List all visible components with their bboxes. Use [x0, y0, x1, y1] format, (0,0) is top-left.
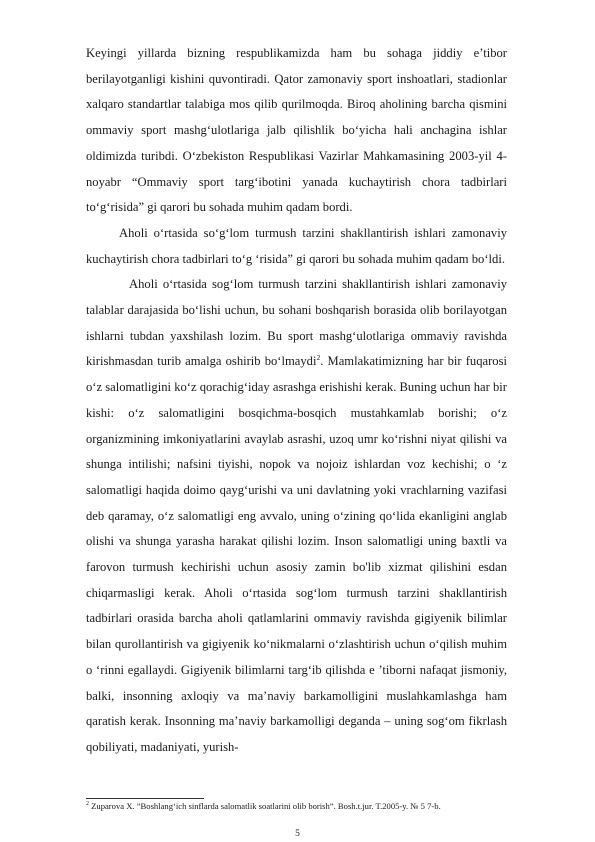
footnote-divider: [86, 798, 204, 799]
page-number: 5: [295, 829, 300, 839]
paragraph-3-text-end: . Mamlakatimizning har bir fuqarosi o‘z salomatligini ko‘z qorachig‘iday asrashga erishishi kerak. Buning uchun har bir kishi: o‘z salomatligini bosqichma-bosqich mustahkamlab borishi; o‘z organizmining imkoniyatlarini avaylab asrashi, uzoq umr ko‘rishni niyat qilishi va shunga intilishi; nafsini tiyishi, nopok va nojoiz ishlardan voz kechishi; o ‘z salomatligi haqida doimo qayg‘urishi va uni davlatning yoki vrachlarning vazifasi deb qaramay, o‘z salomatligi eng avvalo, uning o‘zining qo‘lida ekanligini anglab olishi va shunga yarasha harakat qilishi lozim. Inson salomatligi uning baxtli va farovon turmush kechirishi uchun asosiy zamin bo'lib xizmat qilishini esdan chiqarmasligi kerak. Aholi o‘rtasida sog‘lom turmush tarzini shakllantirish tadbirlari orasida barcha aholi qatlamlarini ommaviy ravishda gigiyenik bilimlar bilan qurollantirish va gigiyenik ko‘nikmalarni o‘zlashtirish uchun o‘qilish muhim o ‘rinni egallaydi. Gigiyenik bilimlarni targ‘ib qilishda e ’tiborni nafaqat jismoniy, balki, insonning axloqiy va ma’naviy barkamolligini muslahkamlashga ham qaratish kerak. Insonning ma’naviy barkamolligi deganda – uning sog‘om fikrlash qobiliyati, madaniyati, yurish-: [86, 354, 507, 754]
body-text: [86, 41, 507, 761]
paragraph-2: Aholi o‘rtasida so‘g‘lom turmush tarzini shakllantirish ishlari zamonaviy kuchaytirish chora tadbirlari to‘g ‘risida” gi qarori bu sohada muhim qadam bo‘ldi.: [86, 225, 507, 266]
paragraph-1: Keyingi yillarda bizning respublikamizda ham bu sohaga jiddiy e’tibor berilayotganligi kishini quvontiradi. Qator zamonaviy sport inshoatlari, stadionlar xalqaro standartlar talabiga mos qilib qurilmoqda. Biroq aholining barcha qismini ommaviy sport mashg‘ulotlariga jalb qilishlik bo‘yicha hali anchagina ishlar oldimizda turibdi. O‘zbekiston Respublikasi Vazirlar Mahkamasining 2003-yil 4-noyabr “Ommaviy sport targ‘ibotini yanada kuchaytirish chora tadbirlari to‘g‘risida” gi qarori bu sohada muhim qadam bordi.: [86, 46, 507, 215]
footnote-text: Zuparova X. ”Boshlang‘ich sinflarda salomatlik soatlarini olib borish”. Bosh.t.jur. T.2005-y. № 5 7-b.: [89, 801, 441, 811]
footnote-number: 2: [86, 801, 89, 808]
paragraph-3: [86, 272, 507, 760]
footnote: [86, 801, 526, 812]
footnote-reference: 2: [316, 353, 321, 363]
paragraph-3-text-start: Aholi o‘rtasida sog‘lom turmush tarzini shakllantirish ishlari zamonaviy talablar darajasida bo‘lishi uchun, bu sohani boshqarish borasida olib borilayotgan ishlarni tubdan yaxshilash lozim. Bu sport mashg‘ulotlariga ommaviy ravishda kirishmasdan turib amalga oshirib bo‘lmaydi: [86, 277, 507, 369]
